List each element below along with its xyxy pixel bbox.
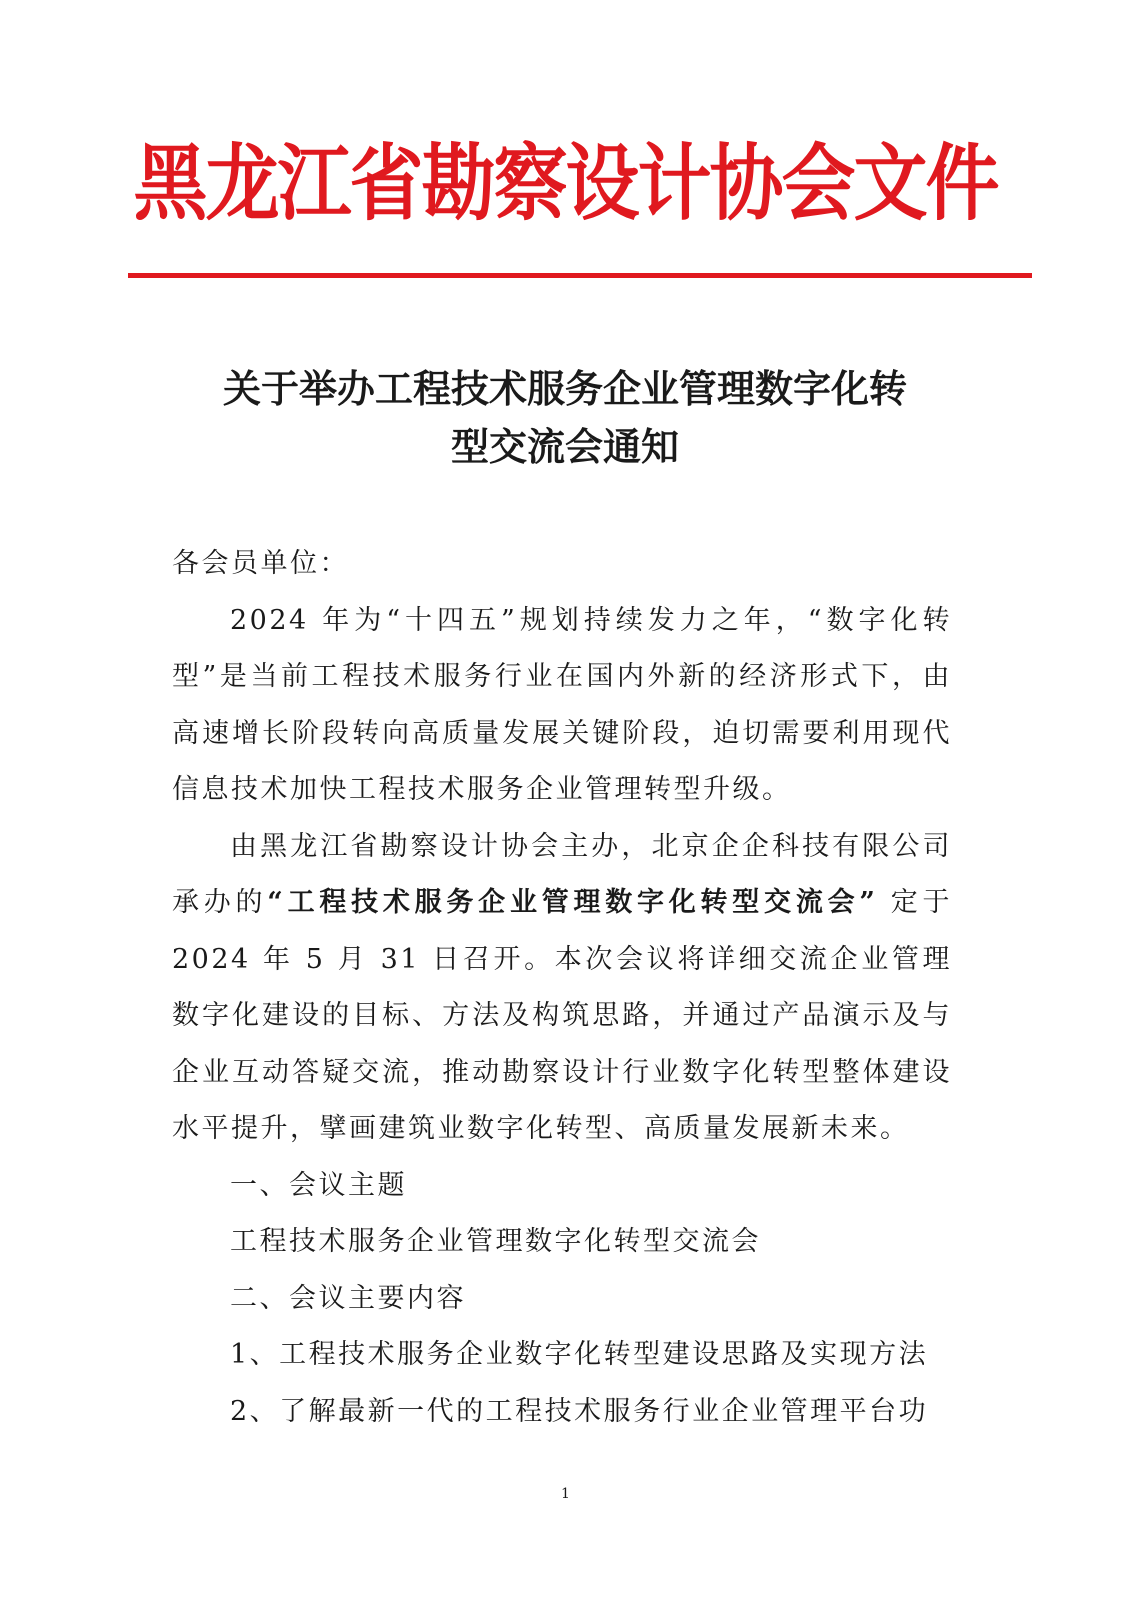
section-2-heading: 二、会议主要内容: [230, 1282, 466, 1314]
list-item-2: 2、了解最新一代的工程技术服务行业企业管理平台功: [230, 1395, 929, 1427]
paragraph-2-end: 定于 2024 年 5 月 31 日召开。本次会议将详细交流企业管理数字化建设的目标、方法及构筑思路，并通过产品演示及与企业互动答疑交流，推动勘察设计行业数字化转型整体建设水平提升，擘画建筑业数字化转型、高质量发展新未来。: [172, 887, 953, 1144]
section-1-heading: 一、会议主题: [230, 1169, 407, 1201]
paragraph-1: 2024 年为“十四五”规划持续发力之年，“数字化转型”是当前工程技术服务行业在国内外新的经济形式下，由高速增长阶段转向高质量发展关键阶段，迫切需要利用现代信息技术加快工程技术服务企业管理转型升级。: [172, 604, 952, 805]
list-item-1: 1、工程技术服务企业数字化转型建设思路及实现方法: [230, 1339, 929, 1370]
document-title: [150, 360, 980, 476]
document-body: [172, 536, 952, 1440]
paragraph-2-start: 由黑龙江省勘察设计协会主办，北京企企科技有限公司承办的: [172, 830, 952, 918]
section-1-text: 工程技术服务企业管理数字化转型交流会: [230, 1226, 761, 1257]
masthead-title: 黑龙江省勘察设计协会文件: [133, 135, 998, 233]
title-line-1: 关于举办工程技术服务企业管理数字化转: [222, 366, 907, 411]
page-number: 1: [561, 1486, 570, 1502]
salutation: 各会员单位：: [172, 548, 349, 579]
meeting-name-bold: “工程技术服务企业管理数字化转型交流会”: [267, 887, 878, 918]
red-divider-rule: [128, 273, 1032, 278]
paragraph-2: [172, 819, 952, 1158]
title-line-2: 型交流会通知: [450, 424, 679, 469]
